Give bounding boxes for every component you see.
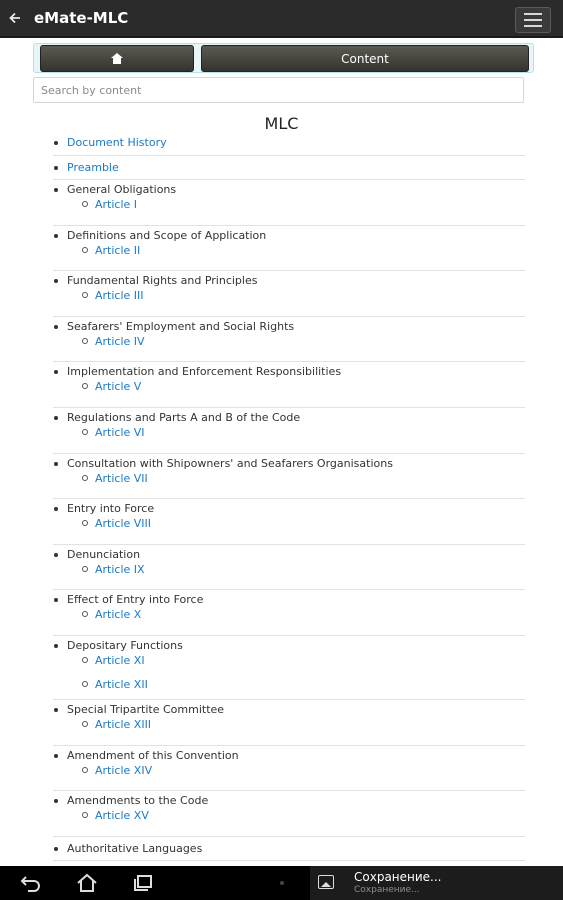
article-link-label: Article XII bbox=[95, 677, 148, 691]
article-sublist bbox=[67, 425, 525, 440]
section-label: Entry into Force bbox=[67, 502, 155, 516]
overflow-menu-icon[interactable] bbox=[515, 7, 551, 33]
bullet-icon bbox=[54, 754, 58, 758]
list-item bbox=[53, 590, 525, 636]
section-link[interactable]: Document History bbox=[67, 136, 167, 149]
notification-title: Сохранение... bbox=[354, 870, 442, 884]
list-item bbox=[53, 791, 525, 837]
section-label: Denunciation bbox=[67, 547, 141, 561]
bullet-icon bbox=[54, 166, 58, 170]
list-item bbox=[53, 408, 525, 454]
list-item bbox=[53, 226, 525, 272]
article-sublist bbox=[67, 379, 525, 394]
list-item bbox=[53, 454, 525, 500]
article-link-label: Article IX bbox=[95, 562, 145, 576]
article-sublist bbox=[67, 562, 525, 577]
bullet-icon bbox=[54, 553, 58, 557]
article-link[interactable] bbox=[95, 471, 525, 486]
bullet-icon bbox=[54, 462, 58, 466]
back-icon[interactable] bbox=[14, 866, 48, 900]
circle-bullet-icon bbox=[82, 520, 88, 526]
article-sublist bbox=[67, 243, 525, 258]
section-label: Authoritative Languages bbox=[67, 841, 203, 855]
circle-bullet-icon bbox=[82, 338, 88, 344]
article-sublist bbox=[67, 516, 525, 531]
document-title: MLC bbox=[264, 114, 299, 133]
circle-bullet-icon bbox=[82, 383, 88, 389]
article-link-label: Article VIII bbox=[95, 517, 152, 531]
article-sublist bbox=[67, 653, 525, 692]
section-label: General Obligations bbox=[67, 183, 177, 196]
article-link[interactable] bbox=[95, 334, 525, 349]
section-label: Consultation with Shipowners' and Seafarers Organisations bbox=[67, 456, 393, 470]
status-dot bbox=[280, 881, 284, 885]
article-link[interactable] bbox=[95, 197, 525, 212]
list-item bbox=[53, 180, 525, 226]
list-item bbox=[53, 499, 525, 545]
article-sublist bbox=[67, 763, 525, 778]
article-link-label: Article XV bbox=[95, 809, 149, 823]
article-sublist bbox=[67, 607, 525, 622]
article-link[interactable] bbox=[95, 379, 525, 394]
image-icon bbox=[318, 875, 334, 889]
bullet-icon bbox=[54, 234, 58, 238]
circle-bullet-icon bbox=[82, 721, 88, 727]
bullet-icon bbox=[54, 279, 58, 283]
circle-bullet-icon bbox=[82, 247, 88, 253]
circle-bullet-icon bbox=[82, 681, 88, 687]
app-title: eMate-MLC bbox=[34, 9, 129, 27]
action-bar bbox=[0, 0, 563, 38]
circle-bullet-icon bbox=[82, 566, 88, 572]
article-link-label: Article IV bbox=[95, 334, 145, 348]
circle-bullet-icon bbox=[82, 767, 88, 773]
bullet-icon bbox=[54, 416, 58, 420]
section-label: Special Tripartite Committee bbox=[67, 702, 225, 716]
bullet-icon bbox=[54, 141, 58, 145]
contents-list bbox=[53, 131, 525, 861]
article-link[interactable] bbox=[95, 763, 525, 778]
article-link-label: Article V bbox=[95, 380, 142, 394]
article-link[interactable] bbox=[95, 243, 525, 258]
bullet-icon bbox=[54, 847, 58, 851]
article-sublist bbox=[67, 808, 525, 823]
list-item bbox=[53, 700, 525, 746]
article-link[interactable] bbox=[95, 607, 525, 622]
list-item bbox=[53, 271, 525, 317]
recent-apps-icon[interactable] bbox=[126, 866, 160, 900]
article-sublist bbox=[67, 288, 525, 303]
bullet-icon bbox=[54, 188, 58, 192]
circle-bullet-icon bbox=[82, 429, 88, 435]
circle-bullet-icon bbox=[82, 657, 88, 663]
search-input[interactable] bbox=[33, 77, 524, 103]
list-item bbox=[53, 545, 525, 591]
system-navigation-bar bbox=[0, 866, 563, 900]
article-sublist bbox=[67, 334, 525, 349]
article-sublist bbox=[67, 717, 525, 732]
home-button[interactable] bbox=[40, 45, 194, 72]
bullet-icon bbox=[54, 598, 58, 602]
back-arrow-icon[interactable] bbox=[0, 0, 30, 37]
section-label: Depositary Functions bbox=[67, 638, 183, 652]
list-item bbox=[53, 362, 525, 408]
circle-bullet-icon bbox=[82, 611, 88, 617]
section-label: Amendments to the Code bbox=[67, 794, 209, 808]
list-item bbox=[53, 317, 525, 363]
article-link[interactable] bbox=[95, 653, 525, 668]
article-link-label: Article VII bbox=[95, 471, 148, 485]
section-label: Amendment of this Convention bbox=[67, 748, 239, 762]
article-link-label: Article X bbox=[95, 608, 142, 622]
bullet-icon bbox=[54, 507, 58, 511]
section-label: Definitions and Scope of Application bbox=[67, 228, 267, 242]
article-link[interactable] bbox=[95, 516, 525, 531]
nav-bar bbox=[33, 43, 534, 73]
article-link-label: Article III bbox=[95, 289, 144, 303]
article-sublist bbox=[67, 197, 525, 212]
section-label: Effect of Entry into Force bbox=[67, 593, 204, 607]
section-label: Fundamental Rights and Principles bbox=[67, 274, 258, 288]
section-label: Implementation and Enforcement Responsibilities bbox=[67, 365, 342, 379]
bullet-icon bbox=[54, 370, 58, 374]
home-nav-icon[interactable] bbox=[70, 866, 104, 900]
article-link[interactable] bbox=[95, 677, 525, 692]
bullet-icon bbox=[54, 799, 58, 803]
list-item bbox=[53, 746, 525, 792]
content-button[interactable]: Content bbox=[201, 45, 529, 72]
section-link[interactable]: Preamble bbox=[67, 160, 119, 174]
article-link-label: Article XIII bbox=[95, 717, 152, 731]
article-sublist bbox=[67, 471, 525, 486]
bullet-icon bbox=[54, 644, 58, 648]
circle-bullet-icon bbox=[82, 201, 88, 207]
article-link[interactable] bbox=[95, 288, 525, 303]
circle-bullet-icon bbox=[82, 475, 88, 481]
article-link-label: Article I bbox=[95, 198, 138, 211]
section-label: Regulations and Parts A and B of the Code bbox=[67, 410, 301, 424]
save-notification[interactable] bbox=[310, 866, 563, 900]
article-link[interactable] bbox=[95, 425, 525, 440]
notification-subtitle: Сохранение... bbox=[354, 885, 420, 895]
article-link[interactable] bbox=[95, 562, 525, 577]
bullet-icon bbox=[54, 325, 58, 329]
home-icon bbox=[111, 53, 123, 64]
article-link[interactable] bbox=[95, 717, 525, 732]
list-item bbox=[53, 636, 525, 700]
list-item bbox=[53, 837, 525, 862]
article-link-label: Article VI bbox=[95, 425, 145, 439]
circle-bullet-icon bbox=[82, 812, 88, 818]
article-link[interactable] bbox=[95, 808, 525, 823]
bullet-icon bbox=[54, 708, 58, 712]
list-item bbox=[53, 156, 525, 181]
circle-bullet-icon bbox=[82, 292, 88, 298]
list-item bbox=[53, 131, 525, 156]
article-link-label: Article XI bbox=[95, 653, 145, 667]
section-label: Seafarers' Employment and Social Rights bbox=[67, 319, 295, 333]
article-link-label: Article XIV bbox=[95, 763, 153, 777]
article-link-label: Article II bbox=[95, 243, 141, 257]
